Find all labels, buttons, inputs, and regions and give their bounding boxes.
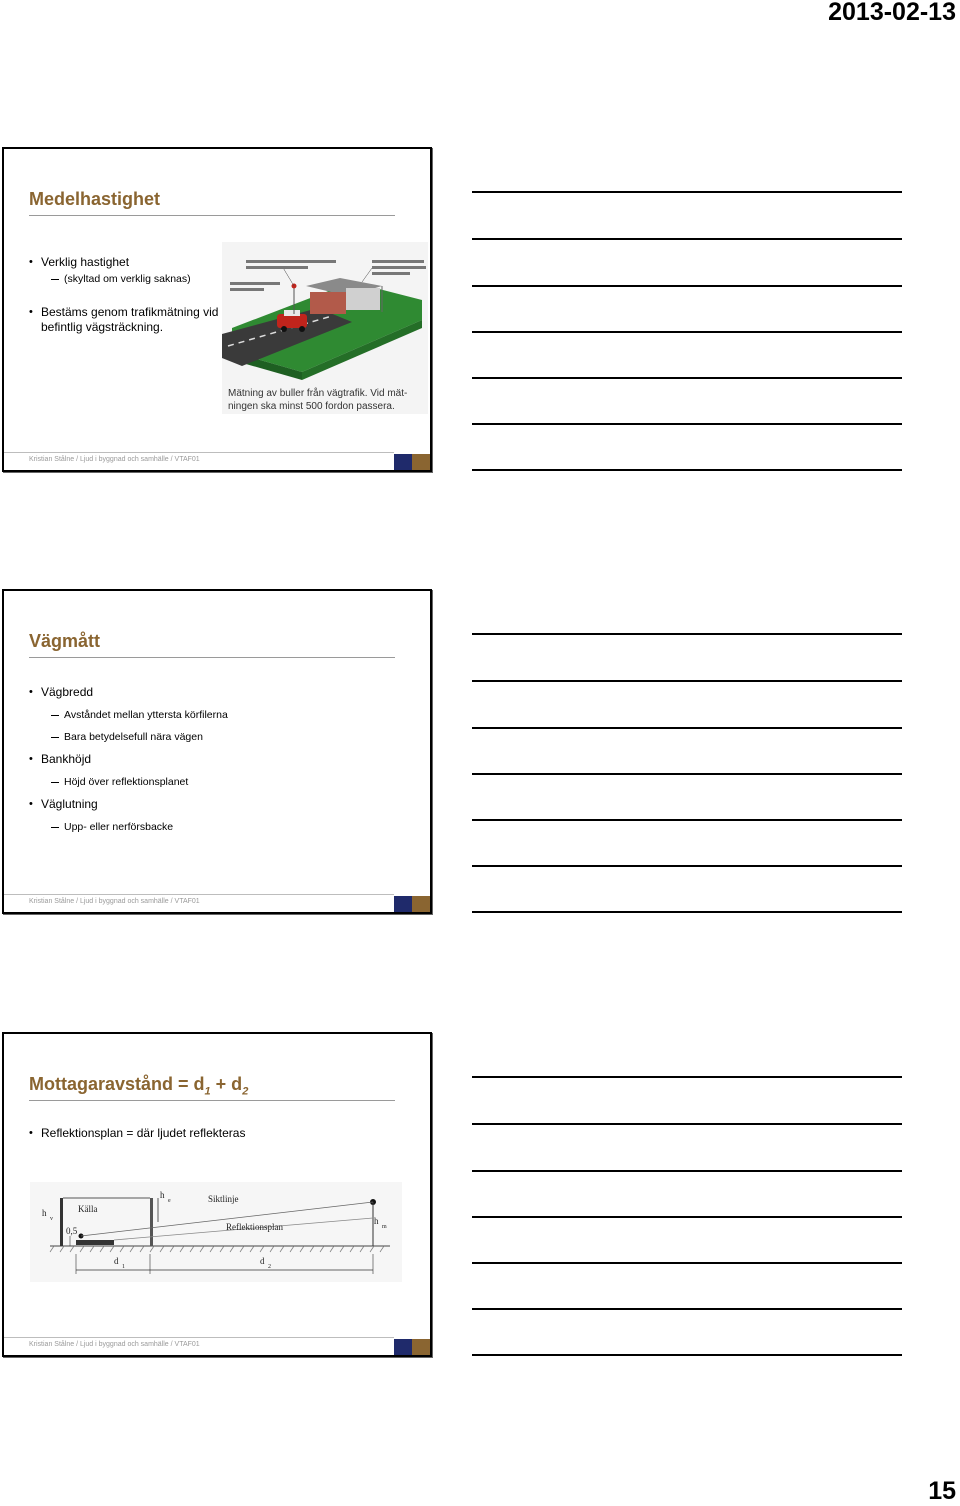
footer-blue-square xyxy=(394,1339,412,1355)
bullet-item: • Väglutning xyxy=(29,797,429,812)
note-line xyxy=(472,423,902,425)
note-line xyxy=(472,469,902,471)
slide-title xyxy=(29,1074,248,1098)
footer-blue-square xyxy=(394,896,412,912)
label-he-sub: e xyxy=(168,1198,171,1204)
bullet-item: • Bestäms genom trafikmätning vid befintlig vägsträckning. xyxy=(29,305,219,335)
note-line xyxy=(472,865,902,867)
bullet-item: • Verklig hastighet xyxy=(29,255,219,270)
figure-caption-line-2: ningen ska minst 500 fordon passera. xyxy=(228,401,395,412)
title-text: + d xyxy=(210,1074,243,1094)
bullet-item: • Reflektionsplan = där ljudet reflekteras xyxy=(29,1126,429,1141)
note-line xyxy=(472,773,902,775)
sub-bullet-item: (skyltad om verklig saknas) xyxy=(29,272,219,286)
slide-title: Vägmått xyxy=(29,631,101,651)
footer-text: Kristian Stålne / Ljud i byggnad och samhälle / VTAF01 xyxy=(29,1341,200,1348)
label-sight-line: Siktlinje xyxy=(208,1194,239,1204)
slide-1 xyxy=(2,147,432,472)
label-reflection-plane: Reflektionsplan xyxy=(226,1222,283,1232)
note-line xyxy=(472,1262,902,1264)
footer-divider xyxy=(4,452,394,453)
bullet-item: • Bankhöjd xyxy=(29,752,429,767)
title-rule xyxy=(29,215,395,216)
footer-text: Kristian Stålne / Ljud i byggnad och samhälle / VTAF01 xyxy=(29,456,200,463)
sub-bullet-item: Höjd över reflektionsplanet xyxy=(29,775,429,789)
sub-bullet-item: Bara betydelsefull nära vägen xyxy=(29,730,429,744)
bullet-list xyxy=(29,1126,429,1141)
label-d2: d xyxy=(260,1256,265,1266)
label-0-5: 0,5 xyxy=(66,1226,78,1236)
slide-title: Medelhastighet xyxy=(29,189,161,209)
note-line xyxy=(472,1170,902,1172)
slide-footer xyxy=(4,1337,430,1355)
bullet-item: • Vägbredd xyxy=(29,685,429,700)
label-hm-sub: m xyxy=(382,1224,387,1230)
note-line xyxy=(472,377,902,379)
note-line xyxy=(472,680,902,682)
footer-divider xyxy=(4,1337,394,1338)
label-source: Källa xyxy=(78,1204,98,1214)
title-rule xyxy=(29,1100,395,1101)
footer-divider xyxy=(4,894,394,895)
title-subscript: 1 xyxy=(204,1085,211,1098)
note-line xyxy=(472,1076,902,1078)
bullet-list xyxy=(29,685,429,834)
slide-2 xyxy=(2,589,432,914)
page-number: 15 xyxy=(928,1477,956,1505)
label-d1-sub: 1 xyxy=(122,1264,125,1270)
note-line xyxy=(472,727,902,729)
note-line xyxy=(472,911,902,913)
note-line xyxy=(472,238,902,240)
label-d1: d xyxy=(114,1256,119,1266)
page-date: 2013-02-13 xyxy=(828,0,956,26)
label-he: h xyxy=(160,1190,165,1200)
footer-brown-square xyxy=(412,896,430,912)
note-line xyxy=(472,1308,902,1310)
title-subscript: 2 xyxy=(242,1085,249,1098)
footer-text: Kristian Stålne / Ljud i byggnad och samhälle / VTAF01 xyxy=(29,898,200,905)
receiver-distance-diagram xyxy=(30,1182,402,1282)
label-hm: h xyxy=(374,1216,379,1226)
note-line xyxy=(472,1123,902,1125)
label-d2-sub: 2 xyxy=(268,1264,271,1270)
footer-brown-square xyxy=(412,1339,430,1355)
sub-bullet-item: Upp- eller nerförsbacke xyxy=(29,820,429,834)
note-line xyxy=(472,819,902,821)
slide-footer xyxy=(4,894,430,912)
title-rule xyxy=(29,657,395,658)
note-line xyxy=(472,1354,902,1356)
note-line xyxy=(472,331,902,333)
note-line xyxy=(472,191,902,193)
label-hv-sub: v xyxy=(50,1216,53,1222)
label-hv: h xyxy=(42,1208,47,1218)
footer-blue-square xyxy=(394,454,412,470)
note-line xyxy=(472,633,902,635)
figure-caption-line-1: Mätning av buller från vägtrafik. Vid mät- xyxy=(228,388,408,399)
sub-bullet-item: Avståndet mellan yttersta körfilerna xyxy=(29,708,429,722)
slide-3 xyxy=(2,1032,432,1357)
title-text: Mottagaravstånd = d xyxy=(29,1074,205,1094)
note-line xyxy=(472,285,902,287)
bullet-list xyxy=(29,255,219,335)
slide-footer xyxy=(4,452,430,470)
traffic-measurement-figure xyxy=(222,242,428,414)
note-line xyxy=(472,1216,902,1218)
footer-brown-square xyxy=(412,454,430,470)
